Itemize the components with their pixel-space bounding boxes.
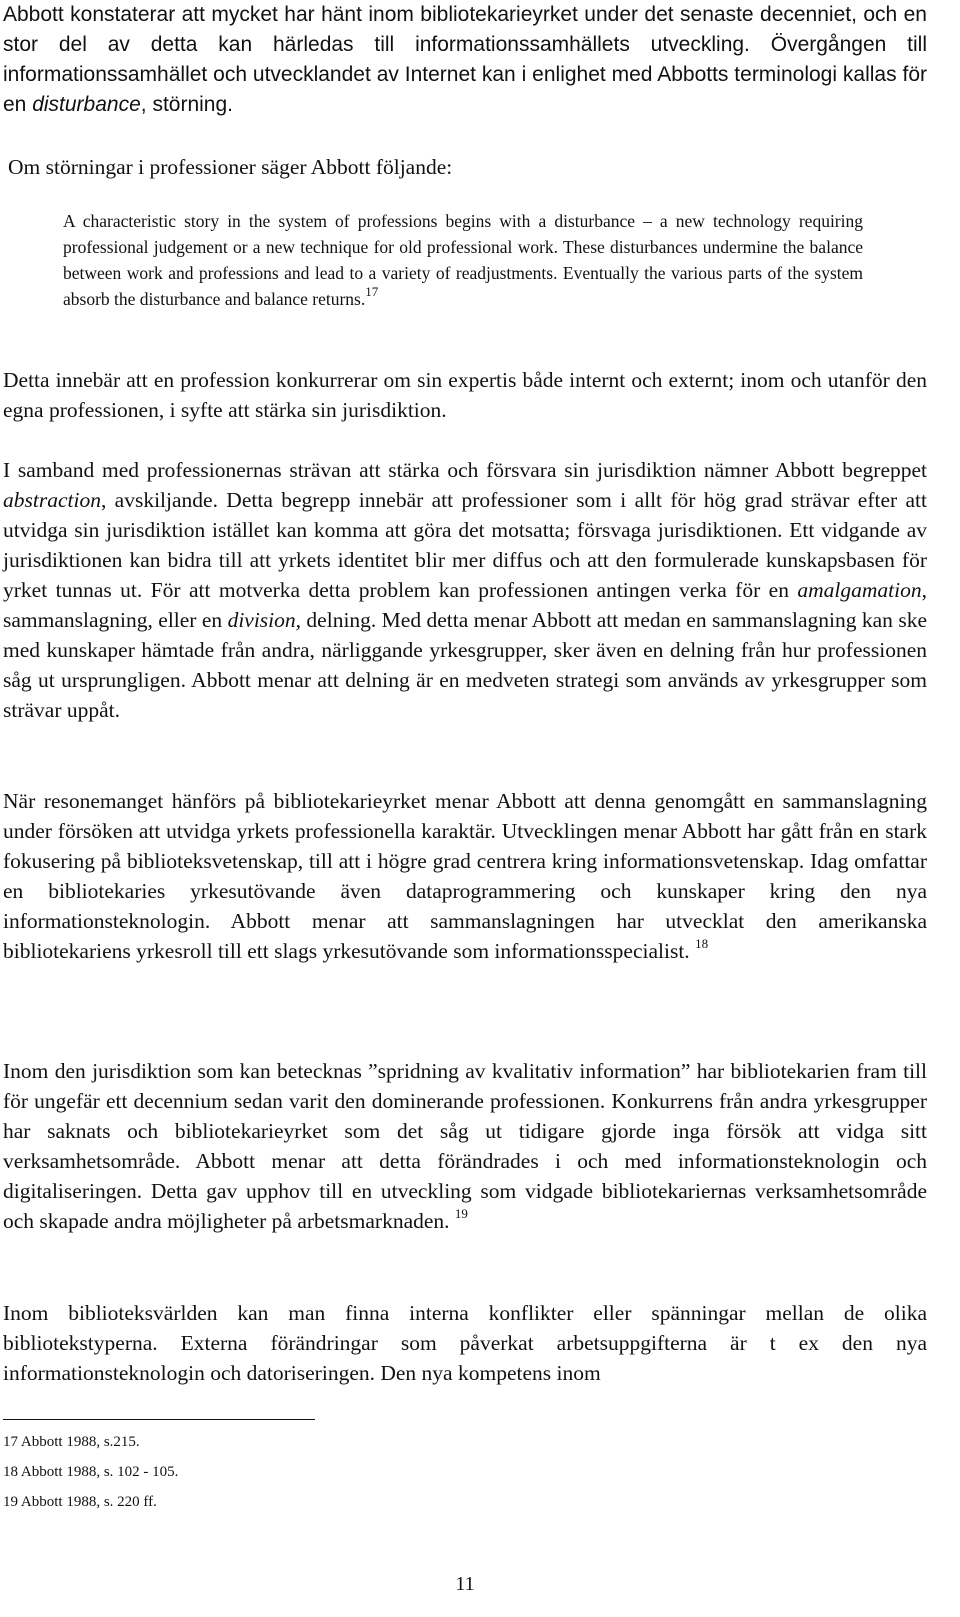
paragraph-intro-end: , störning. bbox=[140, 93, 233, 116]
footnote-ref-18: 18 bbox=[695, 935, 709, 951]
footnote-18: 18 Abbott 1988, s. 102 - 105. bbox=[3, 1464, 179, 1480]
paragraph-librarian-merger bbox=[3, 786, 927, 966]
paragraph-library-world: Inom biblioteksvärlden kan man finna interna konflikter eller spänningar mellan de olika bibliotekstyperna. Externa förändringar som påverkat arbetsuppgifterna är t ex den nya informationsteknologin och datoriseringen. Den nya kompetens inom bbox=[3, 1301, 927, 1385]
paragraph-abstraction-text-a: I samband med professionernas strävan att stärka och försvara sin jurisdiktion nämner Abbott begreppet bbox=[3, 458, 927, 482]
paragraph-jurisdiction bbox=[3, 1056, 927, 1236]
footnote-ref-17: 17 bbox=[365, 284, 379, 300]
term-disturbance: disturbance bbox=[32, 93, 141, 116]
paragraph-abstraction-text-d: delning. Med detta menar Abbott att medan en sammanslagning kan ske med kunskaper hämtade från andra, närliggande yrkesgrupper, sker även en delning från hur professionen såg ut ursprungligen. Abbott menar att delning är en medveten strategi som används av yrkesgrupper som strävar uppåt. bbox=[3, 608, 927, 722]
paragraph-jurisdiction-text: Inom den jurisdiktion som kan betecknas ”spridning av kvalitativ information” har bibliotekarien fram till för ungefär ett decennium sedan varit den dominerande professionen. Konkurrens från andra yrkesgrupper har saknats och bibliotekarieyrket som det såg ut tidigare gjorde inga försök att vidga sitt verksamhetsområde. Abbott menar att detta förändrades i och med informationsteknologin och digitaliseringen. Detta gav upphov till en utveckling som vidgade bibliotekariernas verksamhetsområde och skapade andra möjligheter på arbetsmarknaden. bbox=[3, 1059, 927, 1233]
paragraph-librarian-merger-text: När resonemanget hänförs på bibliotekarieyrket menar Abbott att denna genomgått en sammanslagning under försöken att utvidga yrkets professionella karaktär. Utvecklingen menar Abbott har gått från en stark fokusering på biblioteksvetenskap, till att i högre grad centrera kring informationsvetenskap. Idag omfattar en bibliotekaries yrkesutövande även dataprogrammering och kunskaper kring den nya informationsteknologin. Abbott menar att sammanslagningen har utvecklat den amerikanska bibliotekariens yrkesroll till ett slags yrkesutövande som informationsspecialist. bbox=[3, 789, 927, 963]
page-number: 11 bbox=[455, 1573, 475, 1595]
paragraph-abstraction-text-c: , sammanslagning, eller en bbox=[3, 578, 927, 632]
paragraph-competition: Detta innebär att en profession konkurrerar om sin expertis både internt och externt; inom och utanför den egna professionen, i syfte att stärka sin jurisdiktion. bbox=[3, 368, 927, 422]
term-division: division, bbox=[227, 608, 302, 632]
paragraph-quote-intro: Om störningar i professioner säger Abbott följande: bbox=[8, 155, 453, 179]
term-abstraction: abstraction bbox=[3, 488, 101, 512]
block-quote-text: A characteristic story in the system of professions begins with a disturbance – a new technology requiring professional judgement or a new technique for old professional work. These disturbances undermine the balance between work and professions and lead to a variety of readjustments. Eventually the various parts of the system absorb the disturbance and balance returns. bbox=[63, 211, 863, 309]
footnote-divider bbox=[3, 1419, 315, 1420]
paragraph-abstraction bbox=[3, 455, 927, 725]
footnote-ref-19: 19 bbox=[454, 1205, 468, 1221]
block-quote bbox=[63, 208, 863, 312]
paragraph-intro bbox=[3, 0, 927, 120]
footnote-17: 17 Abbott 1988, s.215. bbox=[3, 1434, 140, 1450]
paragraph-abstraction-text-b: , avskiljande. Detta begrepp innebär att professioner som i allt för hög grad strävar efter att utvidga sin jurisdiktion istället kan komma att göra det motsatta; försvaga jurisdiktionen. Ett vidgande av jurisdiktionen kan bidra till att yrkets identitet blir mer diffus och att den formulerade kunskapsbasen för yrket tunnas ut. För att motverka detta problem kan professionen antingen verka för en bbox=[3, 488, 927, 602]
paragraph-intro-text: Abbott konstaterar att mycket har hänt inom bibliotekarieyrket under det senaste decenniet, och en stor del av detta kan härledas till informationssamhällets utveckling. Övergången till informationssamhället och utvecklandet av Internet kan i enlighet med Abbotts terminologi kallas för en bbox=[3, 3, 927, 116]
term-amalgamation: amalgamation bbox=[797, 578, 922, 602]
footnote-19: 19 Abbott 1988, s. 220 ff. bbox=[3, 1494, 157, 1510]
